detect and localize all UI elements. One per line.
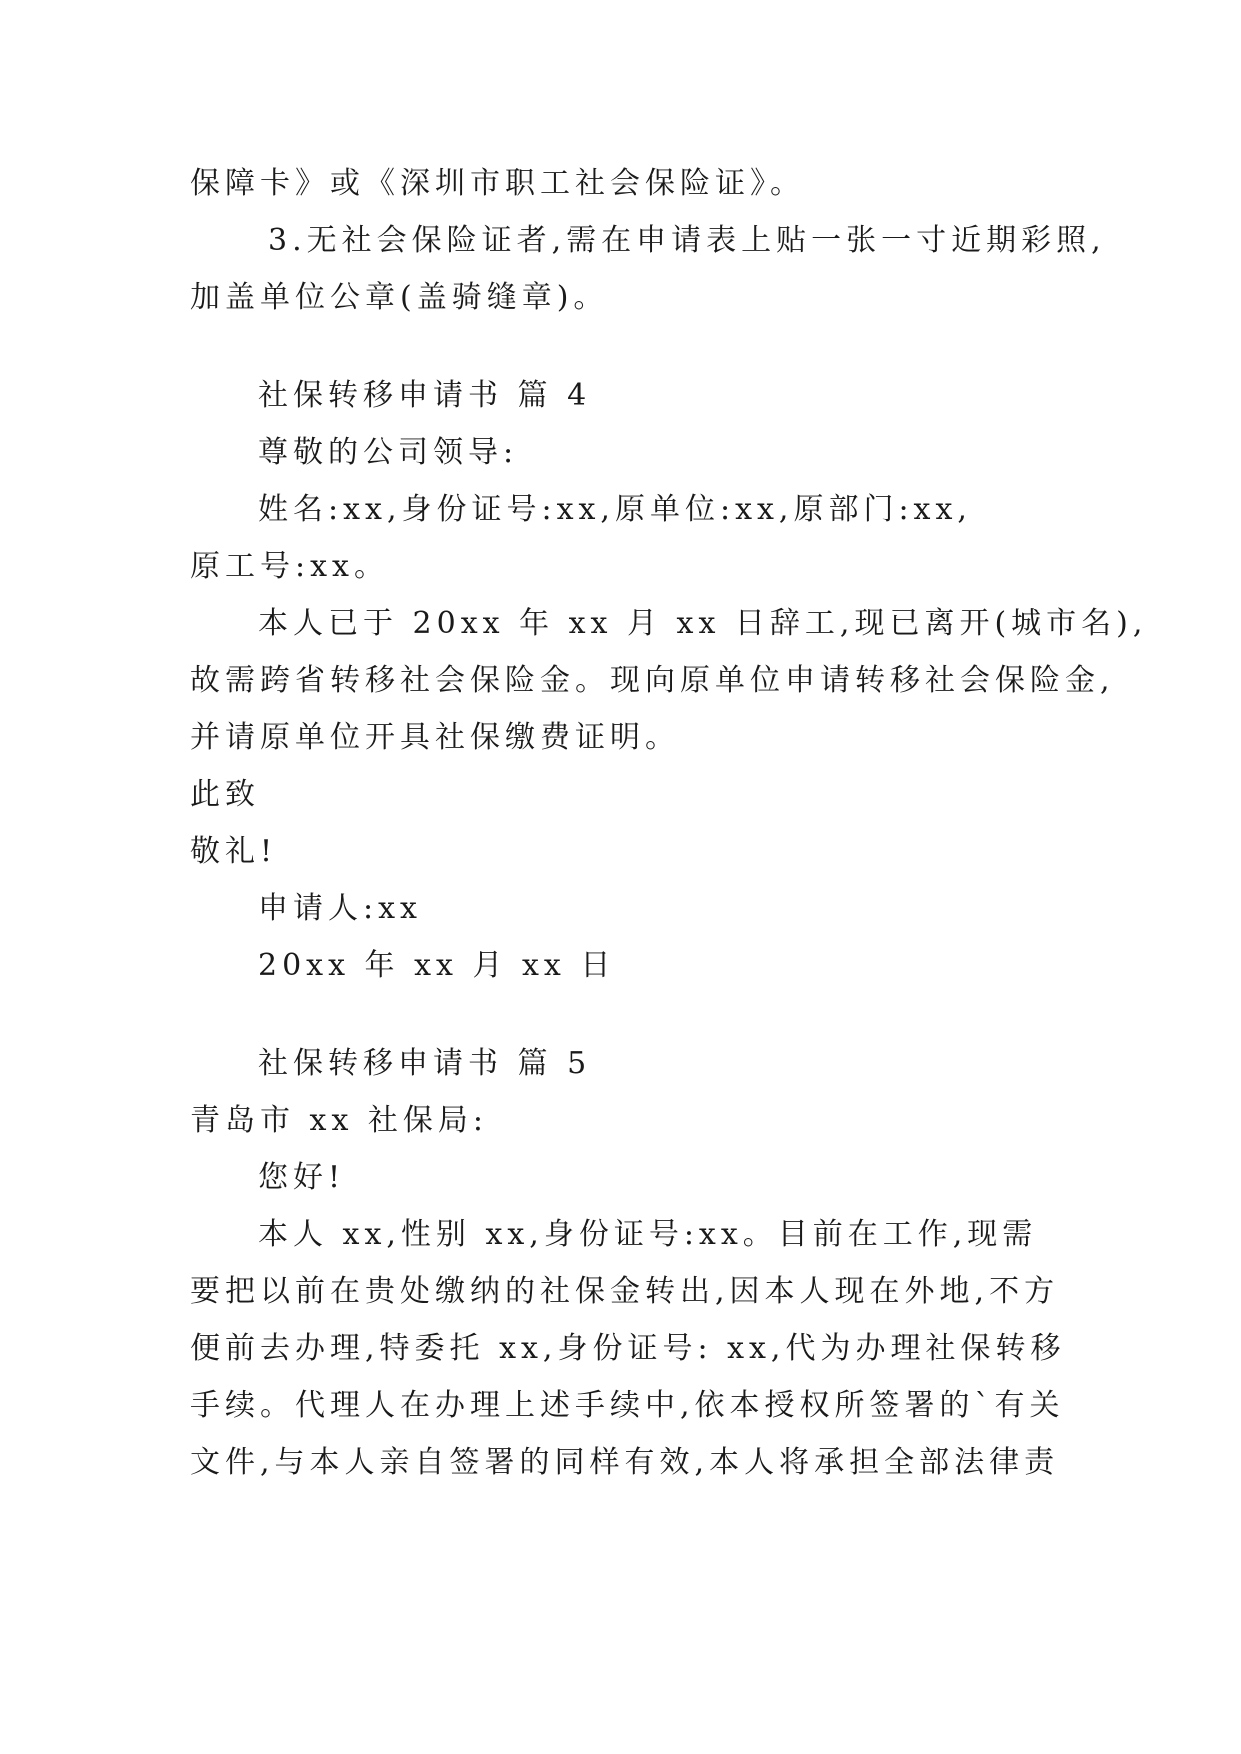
section-title-4: 社保转移申请书 篇 4 xyxy=(258,378,592,413)
applicant-signature: 申请人:xx xyxy=(258,891,422,926)
closing-line: 此致 xyxy=(190,777,260,812)
closing-line: 敬礼! xyxy=(190,834,278,869)
body-line: 要把以前在贵处缴纳的社保金转出,因本人现在外地,不方 xyxy=(190,1274,1060,1309)
body-line: 文件,与本人亲自签署的同样有效,本人将承担全部法律责 xyxy=(190,1445,1060,1480)
section-title-5: 社保转移申请书 篇 5 xyxy=(258,1046,592,1081)
salutation: 尊敬的公司领导: xyxy=(258,435,519,470)
body-line: 便前去办理,特委托 xx,身份证号: xx,代为办理社保转移 xyxy=(190,1331,1066,1366)
paragraph-line: 加盖单位公章(盖骑缝章)。 xyxy=(190,280,609,315)
addressee: 青岛市 xx 社保局: xyxy=(190,1103,489,1138)
info-line: 原工号:xx。 xyxy=(190,549,389,584)
greeting: 您好! xyxy=(258,1160,346,1195)
paragraph-line: 保障卡》或《深圳市职工社会保险证》。 xyxy=(190,166,805,201)
list-item-3: 3.无社会保险证者,需在申请表上贴一张一寸近期彩照, xyxy=(268,223,1106,258)
body-line: 并请原单位开具社保缴费证明。 xyxy=(190,720,680,755)
body-line: 故需跨省转移社会保险金。现向原单位申请转移社会保险金, xyxy=(190,663,1115,698)
body-line: 手续。代理人在办理上述手续中,依本授权所签署的`有关 xyxy=(190,1388,1065,1423)
info-line: 姓名:xx,身份证号:xx,原单位:xx,原部门:xx, xyxy=(258,492,972,527)
body-line: 本人已于 20xx 年 xx 月 xx 日辞工,现已离开(城市名), xyxy=(258,606,1148,641)
body-line: 本人 xx,性别 xx,身份证号:xx。目前在工作,现需 xyxy=(258,1217,1038,1252)
date-line: 20xx 年 xx 月 xx 日 xyxy=(258,948,616,983)
